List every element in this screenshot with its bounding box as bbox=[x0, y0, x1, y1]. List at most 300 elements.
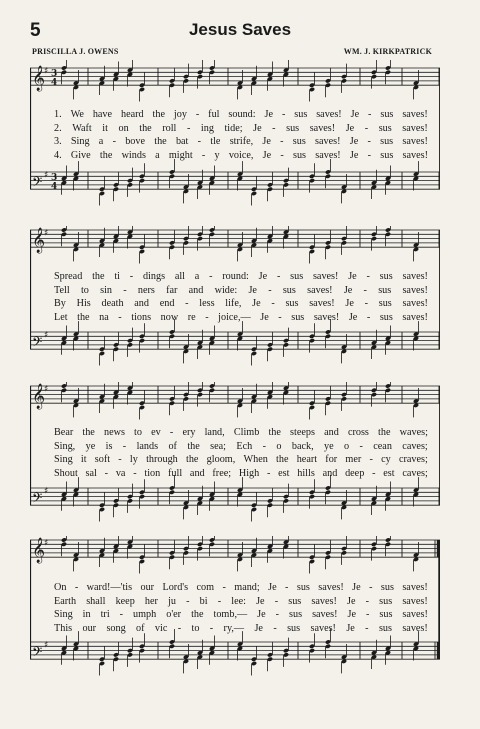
lyric-syllable: sus bbox=[291, 311, 305, 323]
lyric-syllable: saves! bbox=[402, 109, 428, 120]
lyric-syllable: song bbox=[106, 622, 126, 634]
lyric-syllable: sus bbox=[296, 582, 310, 593]
verse-line bbox=[30, 108, 440, 122]
lyric-syllable: Bear bbox=[54, 427, 74, 438]
lyric-syllable: death bbox=[101, 298, 124, 310]
lyric-syllable: the bbox=[92, 271, 105, 282]
lyric-syllable: our bbox=[140, 582, 155, 593]
lyric-syllable: Shout bbox=[54, 467, 78, 479]
lyric-syllable: ners bbox=[137, 284, 155, 296]
lyric-syllable: now bbox=[160, 311, 179, 323]
lyric-syllable: o bbox=[344, 440, 350, 452]
lyric-syllable: and bbox=[134, 298, 149, 310]
lyric-syllable: wide: bbox=[214, 284, 238, 296]
music-system bbox=[30, 226, 440, 376]
lyric-syllable: saves! bbox=[402, 609, 428, 621]
lyric-syllable: saves! bbox=[402, 271, 428, 282]
lyric-syllable: of bbox=[136, 622, 145, 634]
lyric-syllable: Sing, bbox=[54, 440, 76, 452]
verse-line bbox=[30, 581, 440, 595]
sharp-sign: ♯ bbox=[44, 228, 49, 239]
lyric-syllable: re bbox=[187, 311, 196, 323]
lyric-syllable: - bbox=[123, 284, 127, 296]
lyric-syllable: the bbox=[77, 311, 90, 323]
lyric-syllable: - bbox=[112, 136, 116, 148]
lyric-syllable: - bbox=[367, 149, 372, 161]
lyric-syllable: lee: bbox=[231, 595, 246, 607]
lyric-syllable: - bbox=[169, 427, 174, 438]
lyric-syllable: sin bbox=[100, 284, 112, 296]
lyric-syllable: ery bbox=[182, 427, 196, 438]
lyric-syllable: sus bbox=[380, 109, 394, 120]
sharp-sign: ♯ bbox=[44, 66, 49, 77]
lyric-syllable: - bbox=[133, 467, 137, 479]
lyric-syllable: This bbox=[54, 622, 73, 634]
lyric-syllable: sus bbox=[378, 622, 392, 634]
lyric-syllable: in bbox=[82, 609, 91, 621]
lyric-syllable: ju bbox=[168, 595, 176, 607]
lyric-syllable: We bbox=[70, 109, 84, 120]
lyric-syllable: Let bbox=[54, 311, 68, 323]
verse-line bbox=[30, 453, 440, 467]
lyric-syllable: Je bbox=[348, 271, 357, 282]
time-signature: 4 bbox=[51, 78, 58, 89]
lyric-syllable: - bbox=[272, 122, 276, 134]
lyric-syllable: - bbox=[281, 109, 286, 120]
lyric-syllable: saves! bbox=[316, 109, 342, 120]
lyric-syllable: the bbox=[99, 149, 113, 161]
music-system bbox=[30, 382, 440, 532]
lyric-syllable: - bbox=[129, 271, 134, 282]
lyric-syllable: Climb bbox=[233, 427, 260, 438]
lyric-syllable: the bbox=[139, 122, 152, 134]
lyric-syllable: saves! bbox=[311, 595, 337, 607]
lyric-syllable: ing bbox=[200, 122, 214, 134]
lyric-syllable: - bbox=[369, 582, 373, 593]
lyric-syllable: saves! bbox=[312, 271, 339, 282]
lyric-syllable: sus bbox=[379, 595, 393, 607]
lyric-syllable: - bbox=[186, 595, 190, 607]
lyric-syllable: her bbox=[144, 595, 158, 607]
lyric-syllable: - bbox=[217, 595, 222, 607]
lyric-syllable: - bbox=[366, 311, 371, 323]
lyric-syllable: Lord's bbox=[162, 582, 189, 593]
lyrics-block bbox=[30, 270, 440, 324]
lyric-syllable: na bbox=[99, 311, 109, 323]
lyric-syllable: - bbox=[366, 271, 370, 282]
lyric-syllable: it bbox=[80, 454, 87, 466]
lyric-syllable: On bbox=[54, 582, 67, 593]
lyric-syllable: for bbox=[325, 454, 338, 466]
lyric-syllable: sus bbox=[379, 271, 393, 282]
lyric-syllable: saves! bbox=[402, 622, 428, 634]
lyric-syllable: Sing bbox=[54, 454, 73, 466]
lyric-syllable: tions bbox=[131, 311, 152, 323]
lyric-syllable: saves! bbox=[402, 298, 428, 310]
lyric-syllable: Je bbox=[257, 609, 266, 621]
lyric-syllable: cy bbox=[381, 454, 391, 466]
lyric-syllable: y bbox=[214, 149, 220, 161]
page-number: 5 bbox=[30, 20, 41, 41]
lyric-syllable: through bbox=[146, 454, 178, 466]
lyric-syllable: - bbox=[104, 467, 109, 479]
treble-clef: 𝄞 bbox=[32, 384, 46, 410]
lyric-syllable: sound: bbox=[228, 109, 256, 120]
lyric-syllable: the bbox=[276, 454, 289, 466]
lyric-syllable: By bbox=[54, 298, 66, 310]
lyric-syllable: our bbox=[82, 622, 97, 634]
lyric-syllable: the bbox=[154, 136, 167, 148]
lyric-syllable: all bbox=[174, 271, 185, 282]
lyric-syllable: life, bbox=[225, 298, 242, 310]
lyric-syllable: cross bbox=[347, 427, 369, 438]
lyrics-block bbox=[30, 581, 440, 635]
lyric-syllable: keep bbox=[115, 595, 135, 607]
treble-clef: 𝄞 bbox=[32, 228, 46, 254]
lyric-syllable: strife, bbox=[229, 136, 254, 148]
lyric-syllable: - bbox=[273, 622, 277, 634]
lyric-syllable: heard bbox=[120, 109, 144, 120]
lyric-syllable: hills bbox=[297, 467, 315, 479]
lyric-syllable: Je bbox=[347, 595, 356, 607]
lyric-syllable: land, bbox=[204, 427, 225, 438]
music-system bbox=[30, 536, 440, 686]
lyric-syllable: saves! bbox=[315, 149, 341, 161]
lyric-syllable: - bbox=[195, 109, 200, 120]
lyric-syllable: soft bbox=[94, 454, 111, 466]
lyric-syllable: sus bbox=[286, 122, 300, 134]
lyric-syllable: o bbox=[276, 440, 282, 452]
bass-clef: 𝄢 bbox=[32, 644, 43, 664]
lyric-syllable: - bbox=[209, 622, 214, 634]
lyric-syllable: - bbox=[74, 582, 79, 593]
lyric-syllable: His bbox=[76, 298, 91, 310]
lyric-syllable: tle bbox=[210, 136, 221, 148]
verse-line bbox=[30, 622, 440, 636]
lyric-syllable: umph bbox=[133, 609, 157, 621]
lyric-syllable: saves! bbox=[318, 582, 344, 593]
lyric-syllable: Je bbox=[252, 298, 261, 310]
lyric-syllable: ye bbox=[324, 440, 334, 452]
lyric-syllable: caves; bbox=[402, 440, 428, 452]
lyric-syllable: ry,— bbox=[223, 622, 245, 634]
lyric-syllable: news bbox=[103, 427, 125, 438]
lyric-syllable: saves! bbox=[402, 284, 428, 296]
lyric-syllable: - bbox=[185, 298, 189, 310]
lyric-syllable: Waft bbox=[72, 122, 92, 134]
lyric-syllable: Je bbox=[254, 622, 263, 634]
lyric-syllable: sus bbox=[285, 298, 299, 310]
lyric-syllable: Je bbox=[352, 582, 361, 593]
lyric-syllable: 2. bbox=[54, 122, 62, 134]
lyric-syllable: to bbox=[191, 622, 200, 634]
lyric-syllable: Je bbox=[348, 311, 358, 323]
verse-line bbox=[30, 608, 440, 622]
lyric-syllable: end bbox=[159, 298, 175, 310]
lyric-syllable: cean bbox=[373, 440, 392, 452]
lyric-syllable: and bbox=[324, 427, 339, 438]
lyric-syllable: Ech bbox=[236, 440, 253, 452]
lyric-syllable: - bbox=[365, 622, 369, 634]
lyric-syllable: Je bbox=[256, 595, 265, 607]
lyric-syllable: - bbox=[205, 311, 209, 323]
lyric-syllable: voice, bbox=[228, 149, 254, 161]
lyric-syllable: a bbox=[98, 136, 104, 148]
sharp-sign: ♯ bbox=[44, 170, 49, 181]
lyric-syllable: round: bbox=[222, 271, 249, 282]
lyric-syllable: sus bbox=[380, 582, 394, 593]
lyric-syllable: - bbox=[365, 595, 370, 607]
lyric-syllable: - bbox=[201, 149, 206, 161]
lyric-syllable: - bbox=[369, 454, 373, 466]
lyric-syllable: saves! bbox=[307, 284, 333, 296]
bass-clef: 𝄢 bbox=[32, 490, 43, 510]
lyric-syllable: - bbox=[118, 311, 122, 323]
lyric-syllable: - bbox=[274, 595, 279, 607]
lyric-syllable: - bbox=[186, 122, 191, 134]
lyric-syllable: - bbox=[368, 109, 372, 120]
lyric-syllable: Je bbox=[264, 109, 274, 120]
lyric-syllable: waves; bbox=[399, 427, 428, 438]
lyric-syllable: Je bbox=[345, 298, 354, 310]
lyric-syllable: o'er bbox=[166, 609, 182, 621]
lyric-syllable: the bbox=[152, 109, 165, 120]
lyric-syllable: Je bbox=[343, 284, 353, 296]
lyric-syllable: High bbox=[238, 467, 260, 479]
lyric-syllable: the bbox=[191, 609, 204, 621]
lyric-syllable: on bbox=[118, 122, 129, 134]
lyric-syllable: ly bbox=[129, 454, 138, 466]
sharp-sign: ♯ bbox=[44, 640, 49, 651]
lyric-syllable: tion bbox=[144, 467, 161, 479]
lyric-syllable: Je bbox=[345, 122, 355, 134]
lyric-syllable: to bbox=[134, 427, 142, 438]
lyric-syllable: sea; bbox=[210, 440, 226, 452]
sharp-sign: ♯ bbox=[44, 384, 49, 395]
lyric-syllable: - bbox=[275, 609, 280, 621]
lyric-syllable: - bbox=[364, 298, 369, 310]
verse-line bbox=[30, 149, 440, 163]
lyric-syllable: Earth bbox=[54, 595, 77, 607]
lyric-syllable: Je bbox=[346, 622, 355, 634]
lyric-syllable: saves! bbox=[309, 298, 335, 310]
lyric-syllable: - bbox=[262, 440, 266, 452]
lyric-syllable: ti bbox=[114, 271, 120, 282]
lyric-syllable: might bbox=[168, 149, 193, 161]
lyric-syllable: a bbox=[155, 149, 160, 161]
lyric-syllable: Sing bbox=[70, 136, 90, 148]
lyric-syllable: joice,— bbox=[218, 311, 251, 323]
lyric-syllable: - bbox=[271, 298, 275, 310]
lyric-syllable: back, bbox=[291, 440, 314, 452]
lyric-syllable: the bbox=[82, 427, 95, 438]
lyric-syllable: saves! bbox=[402, 595, 428, 607]
lyric-syllable: com bbox=[196, 582, 215, 593]
lyric-syllable: it bbox=[102, 122, 108, 134]
lyric-syllable: - bbox=[197, 136, 202, 148]
time-signature: 3 bbox=[51, 173, 58, 184]
lyric-syllable: saves! bbox=[402, 311, 428, 323]
lyric-syllable: - bbox=[119, 609, 124, 621]
lyric-syllable: 1. bbox=[54, 109, 62, 120]
lyric-syllable: caves; bbox=[402, 467, 428, 479]
lyric-syllable: est bbox=[383, 467, 395, 479]
lyric-syllable: saves! bbox=[402, 136, 428, 148]
lyric-syllable: sus bbox=[292, 149, 307, 161]
lyric-syllable: and bbox=[322, 467, 338, 479]
lyric-syllable: Je bbox=[262, 136, 271, 148]
lyric-syllable: vic bbox=[154, 622, 168, 634]
lyric-syllable: saves! bbox=[402, 582, 428, 593]
lyric-syllable: far bbox=[166, 284, 178, 296]
lyric-syllable: Je bbox=[268, 582, 277, 593]
verse-line bbox=[30, 284, 440, 298]
lyric-syllable: sus bbox=[294, 109, 308, 120]
lyric-syllable: the bbox=[268, 427, 281, 438]
lyric-syllable: est bbox=[278, 467, 290, 479]
lyric-syllable: dings bbox=[142, 271, 166, 282]
lyric-syllable: sus bbox=[379, 311, 393, 323]
lyric-syllable: shall bbox=[86, 595, 106, 607]
lyric-syllable: sus bbox=[378, 284, 392, 296]
lyric-syllable: saves! bbox=[310, 622, 336, 634]
lyric-syllable: sal bbox=[85, 467, 97, 479]
verse-line bbox=[30, 467, 440, 481]
lyric-syllable: - bbox=[266, 467, 271, 479]
lyric-syllable: is bbox=[105, 440, 113, 452]
lyric-syllable: Je bbox=[258, 271, 268, 282]
verse-line bbox=[30, 297, 440, 311]
lyricist-credit: PRISCILLA J. OWENS bbox=[32, 47, 119, 56]
lyric-syllable: Spread bbox=[54, 271, 83, 282]
bass-clef: 𝄢 bbox=[32, 334, 43, 354]
verse-line bbox=[30, 440, 440, 454]
lyric-syllable: - bbox=[118, 454, 122, 466]
lyric-syllable: joy bbox=[173, 109, 187, 120]
lyric-syllable: - bbox=[285, 582, 289, 593]
music-system bbox=[30, 60, 440, 220]
lyric-syllable: va bbox=[115, 467, 126, 479]
lyric-syllable: sus bbox=[288, 595, 302, 607]
lyric-syllable: tri bbox=[100, 609, 110, 621]
lyric-syllable: sus bbox=[282, 284, 296, 296]
lyric-syllable: sus bbox=[289, 609, 303, 621]
verse-line bbox=[30, 135, 440, 149]
lyric-syllable: saves! bbox=[313, 311, 340, 323]
lyric-syllable: - bbox=[122, 440, 127, 452]
lyric-syllable: saves! bbox=[315, 136, 341, 148]
lyric-syllable: - bbox=[372, 467, 376, 479]
lyric-syllable: - bbox=[363, 284, 367, 296]
lyric-syllable: sus bbox=[380, 149, 394, 161]
lyric-syllable: 3. bbox=[54, 136, 62, 148]
lyric-syllable: sus bbox=[378, 298, 392, 310]
lyric-syllable: winds bbox=[121, 149, 146, 161]
sharp-sign: ♯ bbox=[44, 486, 49, 497]
lyric-syllable: - bbox=[364, 122, 369, 134]
lyric-syllable: the bbox=[187, 440, 200, 452]
lyric-syllable: sus bbox=[292, 136, 306, 148]
lyric-syllable: full bbox=[168, 467, 183, 479]
verse-line bbox=[30, 595, 440, 609]
lyric-syllable: craves; bbox=[398, 454, 428, 466]
lyric-syllable: sus bbox=[290, 271, 304, 282]
lyric-syllable: roll bbox=[162, 122, 177, 134]
lyric-syllable: the bbox=[186, 454, 199, 466]
time-signature: 4 bbox=[51, 182, 58, 193]
lyric-syllable: and bbox=[189, 467, 205, 479]
treble-clef: 𝄞 bbox=[32, 66, 46, 92]
lyric-syllable: sus bbox=[379, 609, 393, 621]
lyric-syllable: deep bbox=[345, 467, 365, 479]
lyric-syllable: Je bbox=[253, 122, 262, 134]
lyric-syllable: saves! bbox=[402, 149, 428, 161]
sharp-sign: ♯ bbox=[44, 330, 49, 341]
verse-line bbox=[30, 311, 440, 325]
lyric-syllable: a bbox=[194, 271, 200, 282]
lyric-syllable: Je bbox=[350, 109, 360, 120]
lyrics-block bbox=[30, 108, 440, 162]
lyric-syllable: to bbox=[80, 284, 89, 296]
lyric-syllable: bi bbox=[199, 595, 208, 607]
lyric-syllable: heart bbox=[296, 454, 318, 466]
lyric-syllable: Je bbox=[347, 609, 357, 621]
lyric-syllable: - bbox=[278, 311, 282, 323]
time-signature: 3 bbox=[51, 69, 58, 80]
lyric-syllable: ward!—'tis bbox=[86, 582, 133, 593]
lyric-syllable: sus bbox=[378, 122, 392, 134]
lyric-syllable: free; bbox=[212, 467, 232, 479]
lyric-syllable: Je bbox=[349, 149, 359, 161]
lyric-syllable: tomb,— bbox=[213, 609, 248, 621]
hymn-title: Jesus Saves bbox=[188, 20, 292, 39]
lyric-syllable: and bbox=[188, 284, 204, 296]
lyric-syllable: less bbox=[199, 298, 215, 310]
lyric-syllable: saves! bbox=[402, 122, 428, 134]
lyric-syllable: Tell bbox=[54, 284, 70, 296]
lyric-syllable: Sing bbox=[54, 609, 73, 621]
lyric-syllable: Give bbox=[70, 149, 91, 161]
lyric-syllable: - bbox=[177, 622, 182, 634]
treble-clef: 𝄞 bbox=[32, 538, 46, 564]
lyric-syllable: - bbox=[359, 440, 363, 452]
lyric-syllable: sus bbox=[287, 622, 301, 634]
lyric-syllable: lands bbox=[136, 440, 159, 452]
lyric-syllable: ev bbox=[151, 427, 161, 438]
lyric-syllable: - bbox=[280, 136, 284, 148]
lyric-syllable: - bbox=[366, 609, 370, 621]
bass-clef: 𝄢 bbox=[32, 174, 43, 194]
lyric-syllable: - bbox=[222, 582, 226, 593]
lyric-syllable: ful bbox=[208, 109, 220, 120]
lyric-syllable: mer bbox=[345, 454, 362, 466]
lyric-syllable: - bbox=[276, 271, 281, 282]
lyric-syllable: - bbox=[367, 136, 371, 148]
lyric-syllable: of bbox=[168, 440, 177, 452]
composer-credit: WM. J. KIRKPATRICK bbox=[343, 47, 432, 56]
lyric-syllable: have bbox=[92, 109, 113, 120]
lyric-syllable: 4. bbox=[54, 149, 62, 161]
lyric-syllable: sus bbox=[380, 136, 394, 148]
verse-line bbox=[30, 426, 440, 440]
lyric-syllable: tide; bbox=[224, 122, 243, 134]
lyric-syllable: Je bbox=[260, 311, 269, 323]
lyric-syllable: the bbox=[378, 427, 391, 438]
lyric-syllable: Je bbox=[262, 149, 272, 161]
sharp-sign: ♯ bbox=[44, 538, 49, 549]
lyrics-block bbox=[30, 426, 440, 480]
lyric-syllable: - bbox=[280, 149, 284, 161]
